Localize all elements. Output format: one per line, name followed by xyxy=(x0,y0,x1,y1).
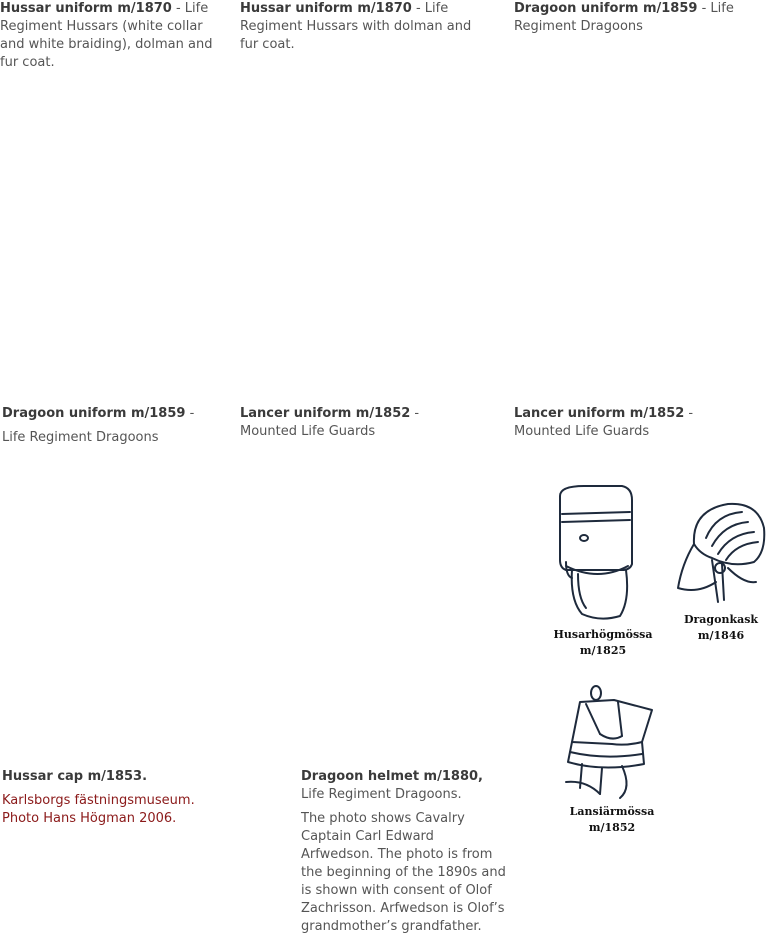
caption-lancer-uniform-2 xyxy=(514,405,754,441)
caption-title: Dragoon uniform m/1859 xyxy=(514,1,698,16)
caption-text: Life Regiment Dragoons. xyxy=(301,787,462,802)
lancer-cap-drawing xyxy=(556,684,668,804)
dragoon-helmet-drawing xyxy=(672,498,770,610)
caption-body: The photo shows Cavalry Captain Carl Edward Arfwedson. The photo is from the beginning of the 1890s and is shown with consent of Olof Zachrisson. Arfwedson is Olof’s grandmother’s grandfather. xyxy=(301,811,506,934)
caption-text: - Mounted Life Guards xyxy=(514,406,694,439)
caption-text: - Life Regiment Hussars (white collar and white braiding), dolman and fur coat. xyxy=(0,1,213,70)
caption-heading xyxy=(2,405,222,423)
sketch-dragoon-helmet xyxy=(672,498,770,644)
hussar-cap-label xyxy=(548,627,658,659)
caption-text: - Life Regiment Hussars with dolman and fur coat. xyxy=(240,1,472,52)
lancer-cap-label xyxy=(556,804,668,836)
sketch-label-line1: Lansiärmössa xyxy=(569,805,655,818)
caption-separator: - xyxy=(185,406,195,421)
caption-title: Dragoon uniform m/1859 xyxy=(2,406,186,421)
photo-credit: Photo Hans Högman 2006. xyxy=(2,811,177,826)
caption-title: Lancer uniform m/1852 xyxy=(240,406,411,421)
caption-title-text: Hussar cap m/1853. xyxy=(2,769,148,784)
sketch-label-line1: Dragonkask xyxy=(683,613,759,626)
sketch-label-line1: Husarhögmössa xyxy=(553,628,653,641)
sketch-lancer-cap xyxy=(556,684,668,834)
caption-hussar-cap xyxy=(2,768,232,828)
caption-dragoon-helmet xyxy=(301,768,506,936)
caption-dragoon-uniform-2 xyxy=(2,405,222,447)
dragoon-helmet-label xyxy=(672,612,770,644)
caption-title: Hussar uniform m/1870 xyxy=(0,1,172,16)
caption-hussar-uniform-2 xyxy=(240,0,490,54)
caption-text: - Life Regiment Dragoons xyxy=(514,1,734,34)
caption-text: Life Regiment Dragoons xyxy=(2,430,159,445)
caption-dragoon-uniform-1 xyxy=(514,0,754,36)
caption-title: Dragoon helmet m/1880, xyxy=(301,769,483,784)
sketch-label-line2: m/1825 xyxy=(579,644,627,657)
museum-credit: Karlsborgs fästningsmuseum. xyxy=(2,793,195,808)
caption-hussar-uniform-1 xyxy=(0,0,215,72)
caption-lancer-uniform-1 xyxy=(240,405,440,441)
sketch-label-line2: m/1846 xyxy=(697,629,745,642)
caption-title: Lancer uniform m/1852 xyxy=(514,406,685,421)
caption-text: - Mounted Life Guards xyxy=(240,406,420,439)
caption-title xyxy=(2,768,232,786)
caption-heading xyxy=(301,768,506,804)
hussar-cap-drawing xyxy=(548,482,658,622)
sketch-hussar-cap xyxy=(548,482,658,662)
sketch-label-line2: m/1852 xyxy=(588,821,636,834)
caption-title: Hussar uniform m/1870 xyxy=(240,1,412,16)
